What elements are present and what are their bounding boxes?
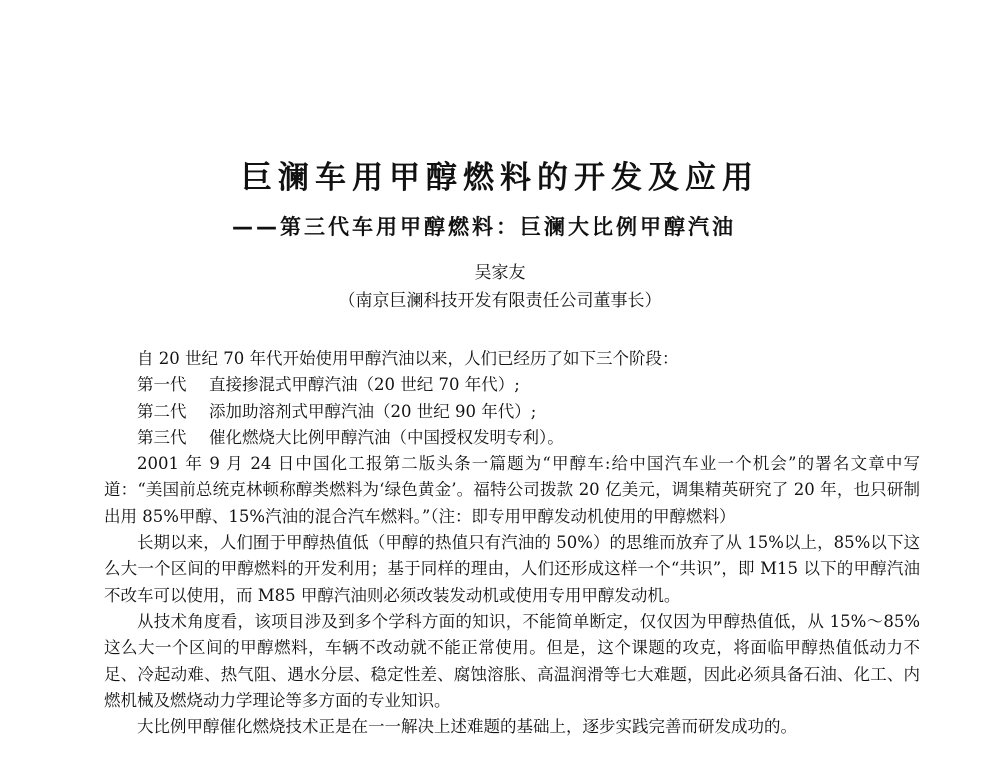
author-affiliation: （南京巨澜科技开发有限责任公司董事长） (338, 291, 662, 311)
body-paragraph: 长期以来，人们囿于甲醇热值低（甲醇的热值只有汽油的 50%）的思维而放弃了从 15%以上，85%以下这么大一个区间的甲醇燃料的开发利用；基于同样的理由，人们还形成这样一个“共识”，即 M15 以下的甲醇汽油不改车可以使用，而 M85 甲醇汽油则必须改装发动机或使用专用甲醇发动机。 (104, 533, 920, 605)
generation-label: 第三代 (137, 427, 187, 447)
generation-text: 添加助溶剂式甲醇汽油（20 世纪 90 年代）; (209, 401, 537, 421)
body-paragraph: 从技术角度看，该项目涉及到多个学科方面的知识，不能简单断定，仅仅因为甲醇热值低，从 15%～85%这么大一个区间的甲醇燃料，车辆不改动就不能正常使用。但是，这个课题的攻克，将面临甲醇热值低动力不足、冷起动难、热气阻、遇水分层、稳定性差、腐蚀溶胀、高温润滑等七大难题，因此必须具备石油、化工、内燃机械及燃烧动力学理论等多方面的专业知识。 (104, 611, 920, 710)
generation-label: 第二代 (137, 401, 187, 421)
generation-text: 催化燃烧大比例甲醇汽油（中国授权发明专利）。 (209, 427, 564, 447)
generation-item-3 (104, 425, 920, 451)
generation-text: 直接掺混式甲醇汽油（20 世纪 70 年代）; (209, 375, 520, 395)
page-subtitle: ——第三代车用甲醇燃料：巨澜大比例甲醇汽油 (232, 215, 736, 239)
intro-paragraph: 自 20 世纪 70 年代开始使用甲醇汽油以来，人们已经历了如下三个阶段： (137, 349, 679, 368)
generation-item-2 (104, 399, 920, 425)
body-paragraph: 2001 年 9 月 24 日中国化工报第二版头条一篇题为“甲醇车:给中国汽车业一个机会”的署名文章中写道：“美国前总统克林顿称醇类燃料为‘绿色黄金’。福特公司拨款 20 亿美元，调集精英研究了 20 年，也只研制出用 85%甲醇、15%汽油的混合汽车燃料。”（注：即专用甲醇发动机使用的甲醇燃料） (104, 454, 920, 526)
body-paragraph: 大比例甲醇催化燃烧技术正是在一一解决上述难题的基础上，逐步实践完善而研发成功的。 (137, 717, 797, 737)
author-name: 吴家友 (474, 263, 526, 283)
generation-label: 第一代 (137, 375, 187, 395)
page-title: 巨澜车用甲醇燃料的开发及应用 (241, 160, 759, 196)
article-body (104, 346, 920, 740)
generation-item-1 (104, 372, 920, 398)
